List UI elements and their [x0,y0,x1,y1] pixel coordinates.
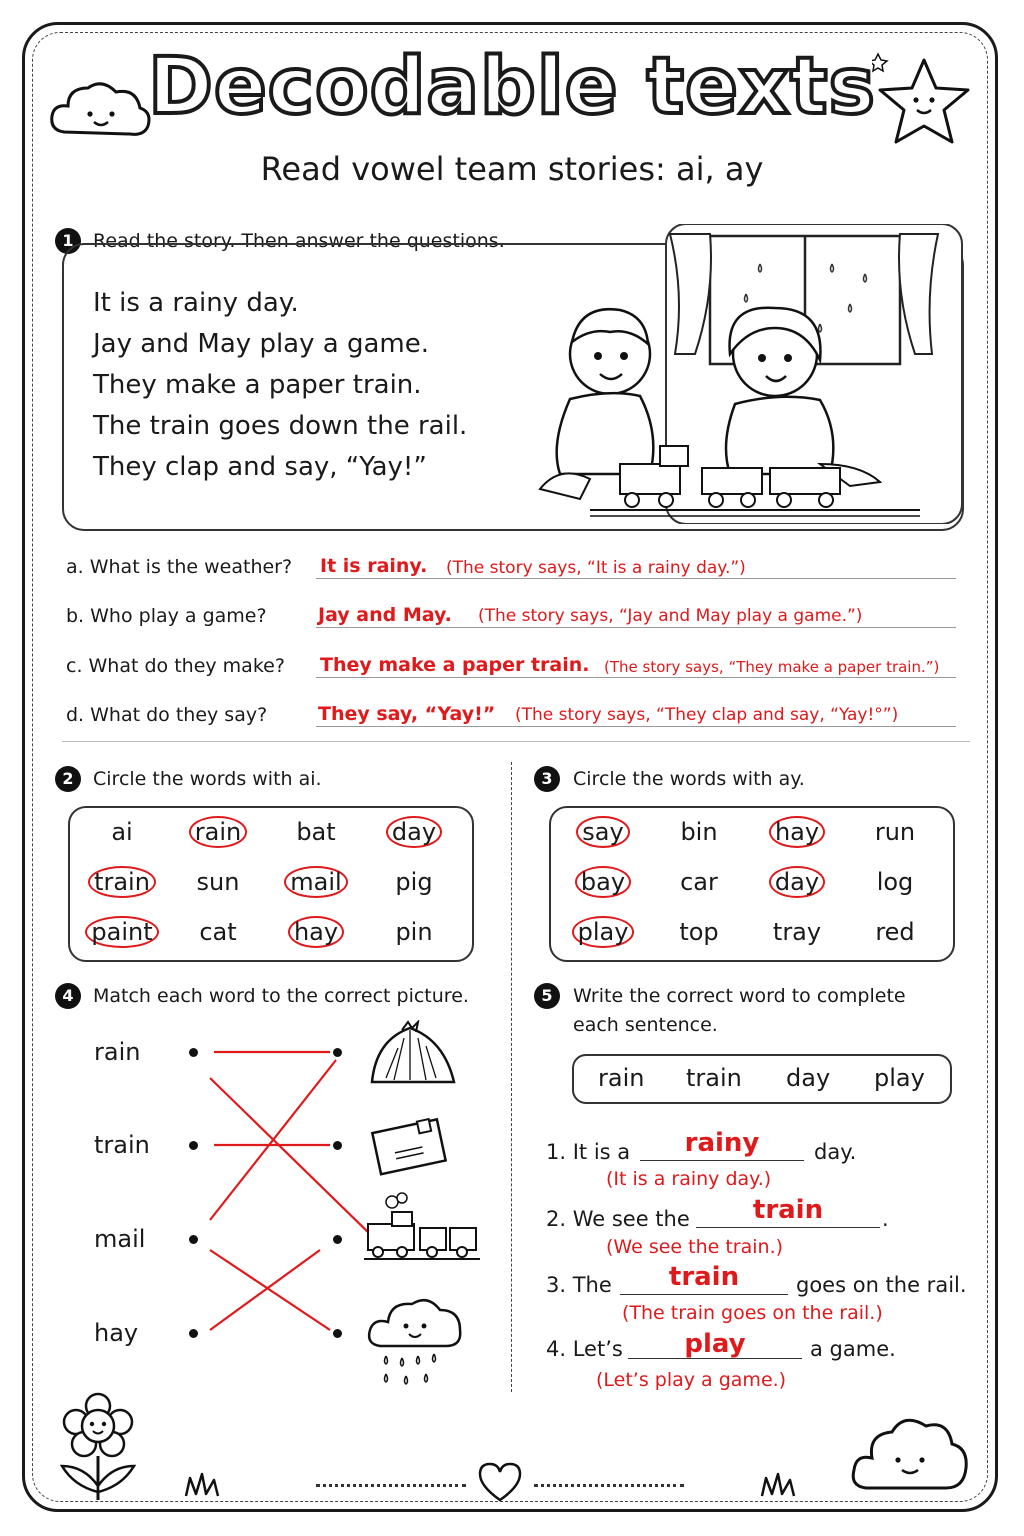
match-word-train[interactable]: train [94,1131,150,1159]
match-lines [190,1040,370,1340]
page-title: Decodable texts [148,42,876,132]
word-choice[interactable] [276,918,356,946]
circled-word: play [572,916,635,948]
sentence-1-end: day. [814,1140,857,1164]
word-choice[interactable] [855,818,935,846]
flower-icon [54,1392,144,1504]
sentence-1-hint: (It is a rainy day.) [606,1168,772,1190]
circled-word: rain [189,816,247,848]
word-choice[interactable] [563,918,643,946]
sentence-3-end: goes on the rail. [796,1273,967,1297]
answer-d-line [316,726,956,727]
section-5-instruction: Write the correct word to complete [573,985,906,1007]
train-icon [362,1192,482,1264]
word-choice[interactable] [82,918,162,946]
sentence-4-hint: (Let’s play a game.) [596,1369,787,1391]
word-choice[interactable] [563,868,643,896]
rain-cloud-icon [362,1290,466,1394]
sentence-4-blank [628,1358,802,1359]
sentence-3-blank [620,1294,788,1295]
answer-b-note: (The story says, “Jay and May play a game.”) [478,606,863,626]
sentence-3-start: 3. The [546,1273,612,1297]
word: car [680,868,718,896]
word-choice[interactable] [855,868,935,896]
circled-word: mail [284,866,347,898]
mail-icon [368,1114,452,1178]
section-5-instruction-2: each sentence. [573,1014,718,1036]
sentence-1-blank [640,1160,804,1161]
sentence-4-end: a game. [810,1337,896,1361]
word-choice[interactable] [757,918,837,946]
cloud-icon [848,1408,972,1496]
answer-a-note: (The story says, “It is a rainy day.”) [446,558,746,578]
word: top [679,918,719,946]
column-divider [511,762,512,1392]
word-choice[interactable] [178,868,258,896]
match-line [210,1060,336,1220]
sentence-2-blank [696,1227,880,1228]
word: cat [199,918,237,946]
word-bank-item: day [786,1064,831,1092]
answer-b-line [316,627,956,628]
word-choice[interactable] [659,868,739,896]
sentence-3-hint: (The train goes on the rail.) [622,1302,883,1324]
word: ai [111,818,133,846]
section-2-instruction: Circle the words with ai. [93,768,322,790]
section-1-number: 1 [55,228,81,254]
word-choice[interactable] [276,868,356,896]
answer-b[interactable]: Jay and May. [318,604,452,626]
word-choice[interactable] [178,818,258,846]
word-choice[interactable] [82,868,162,896]
story-line: They make a paper train. [93,370,422,400]
match-line [210,1078,370,1236]
word: tray [772,918,822,946]
answer-c-note: (The story says, “They make a paper train.”) [604,658,940,676]
dotted-line [316,1484,466,1487]
answer-d[interactable]: They say, “Yay!” [318,703,496,725]
answer-a[interactable]: It is rainy. [320,555,428,577]
word: log [876,868,914,896]
word-choice[interactable] [276,818,356,846]
section-4-instruction: Match each word to the correct picture. [93,985,469,1007]
circled-word: train [88,866,156,898]
question-c: c. What do they make? [66,655,285,677]
sentence-1-answer[interactable]: rainy [684,1128,760,1158]
question-a: a. What is the weather? [66,556,293,578]
answer-c[interactable]: They make a paper train. [320,654,590,676]
word-choice[interactable] [757,818,837,846]
section-5-number: 5 [534,983,560,1009]
circled-word: day [386,816,442,848]
sentence-3-answer[interactable]: train [668,1262,740,1292]
word-choice[interactable] [659,918,739,946]
section-2-number: 2 [55,766,81,792]
word: sun [196,868,240,896]
word: pig [395,868,433,896]
hay-icon [364,1020,464,1090]
section-divider [62,741,970,742]
circled-word: hay [288,916,344,948]
word: red [875,918,915,946]
question-b: b. Who play a game? [66,605,267,627]
word-choice[interactable] [659,818,739,846]
word-choice[interactable] [563,818,643,846]
match-word-mail[interactable]: mail [94,1225,146,1253]
word-choice[interactable] [374,818,454,846]
circled-word: bay [575,866,631,898]
word: run [874,818,916,846]
word: pin [395,918,433,946]
heart-icon [476,1460,524,1504]
section-1-instruction: Read the story. Then answer the questions. [93,230,505,252]
word-choice[interactable] [178,918,258,946]
word-choice[interactable] [757,868,837,896]
match-word-rain[interactable]: rain [94,1038,141,1066]
match-word-hay[interactable]: hay [94,1319,139,1347]
circled-word: paint [85,916,158,948]
children-playing-illustration [520,224,964,524]
story-line: They clap and say, “Yay!” [93,452,427,482]
page-subtitle: Read vowel team stories: ai, ay [260,150,764,188]
section-3-number: 3 [534,766,560,792]
sentence-1-start: 1. It is a [546,1140,631,1164]
word-choice[interactable] [374,868,454,896]
answer-c-line [316,677,956,678]
grass-icon [756,1470,806,1500]
circled-word: say [576,816,629,848]
word-bank-item: play [874,1064,925,1092]
word-choice[interactable] [855,918,935,946]
sentence-4-start: 4. Let’s [546,1337,623,1361]
word-bank-item: rain [598,1064,645,1092]
question-d: d. What do they say? [66,704,268,726]
word-bank-item: train [686,1064,742,1092]
dotted-line [534,1484,684,1487]
grass-icon [180,1470,230,1500]
sentence-2-end: . [882,1207,889,1231]
sentence-2-hint: (We see the train.) [606,1236,784,1258]
sentence-2-answer[interactable]: train [752,1195,824,1225]
answer-d-note: (The story says, “They clap and say, “Yay!°”) [515,705,899,725]
word: bat [296,818,336,846]
word-choice[interactable] [374,918,454,946]
word: bin [680,818,718,846]
story-line: The train goes down the rail. [93,411,468,441]
word-choice[interactable] [82,818,162,846]
section-3-instruction: Circle the words with ay. [573,768,805,790]
circled-word: day [769,866,825,898]
sentence-4-answer[interactable]: play [684,1329,746,1359]
sentence-2-start: 2. We see the [546,1207,690,1231]
answer-a-line [316,578,956,579]
circled-word: hay [769,816,825,848]
story-line: It is a rainy day. [93,288,299,318]
story-line: Jay and May play a game. [93,329,429,359]
section-4-number: 4 [55,983,81,1009]
